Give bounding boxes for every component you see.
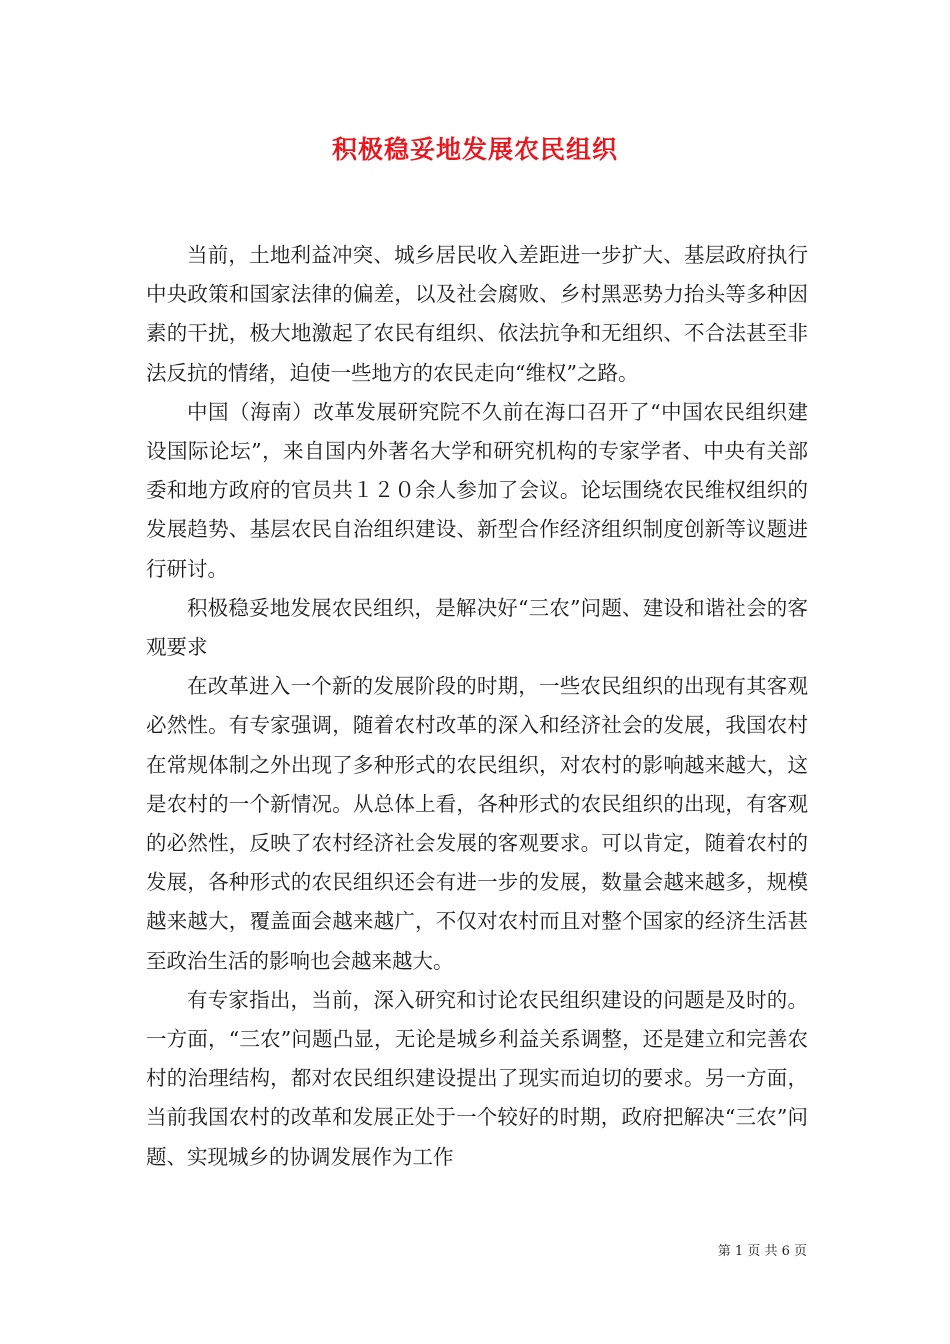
document-body [146, 236, 808, 1177]
document-title: 积极稳妥地发展农民组织 [331, 135, 618, 164]
paragraph-1: 当前，土地利益冲突、城乡居民收入差距进一步扩大、基层政府执行中央政策和国家法律的偏差，以及社会腐败、乡村黑恶势力抬头等多种因素的干扰，极大地激起了农民有组织、依法抗争和无组织、不合法甚至非法反抗的情绪，迫使一些地方的农民走向“维权”之路。 [146, 243, 808, 385]
paragraph-5: 有专家指出，当前，深入研究和讨论农民组织建设的问题是及时的。一方面，“三农”问题凸显，无论是城乡利益关系调整，还是建立和完善农村的治理结构，都对农民组织建设提出了现实而迫切的要求。另一方面，当前我国农村的改革和发展正处于一个较好的时期，政府把解决“三农”问题、实现城乡的协调发展作为工作 [146, 987, 808, 1169]
paragraph-4: 在改革进入一个新的发展阶段的时期，一些农民组织的出现有其客观必然性。有专家强调，随着农村改革的深入和经济社会的发展，我国农村在常规体制之外出现了多种形式的农民组织，对农村的影响越来越大，这是农村的一个新情况。从总体上看，各种形式的农民组织的出现，有客观的必然性，反映了农村经济社会发展的客观要求。可以肯定，随着农村的发展，各种形式的农民组织还会有进一步的发展，数量会越来越多，规模越来越大，覆盖面会越来越广，不仅对农村而且对整个国家的经济生活甚至政治生活的影响也会越来越大。 [146, 674, 808, 973]
page-number-footer: 第 1 页 共 6 页 [717, 1244, 807, 1259]
paragraph-2: 中国（海南）改革发展研究院不久前在海口召开了“中国农民组织建设国际论坛”，来自国内外著名大学和研究机构的专家学者、中央有关部委和地方政府的官员共１２０余人参加了会议。论坛围绕农民维权组织的发展趋势、基层农民自治组织建设、新型合作经济组织制度创新等议题进行研讨。 [146, 399, 808, 581]
paragraph-3: 积极稳妥地发展农民组织，是解决好“三农”问题、建设和谐社会的客观要求 [146, 595, 808, 660]
